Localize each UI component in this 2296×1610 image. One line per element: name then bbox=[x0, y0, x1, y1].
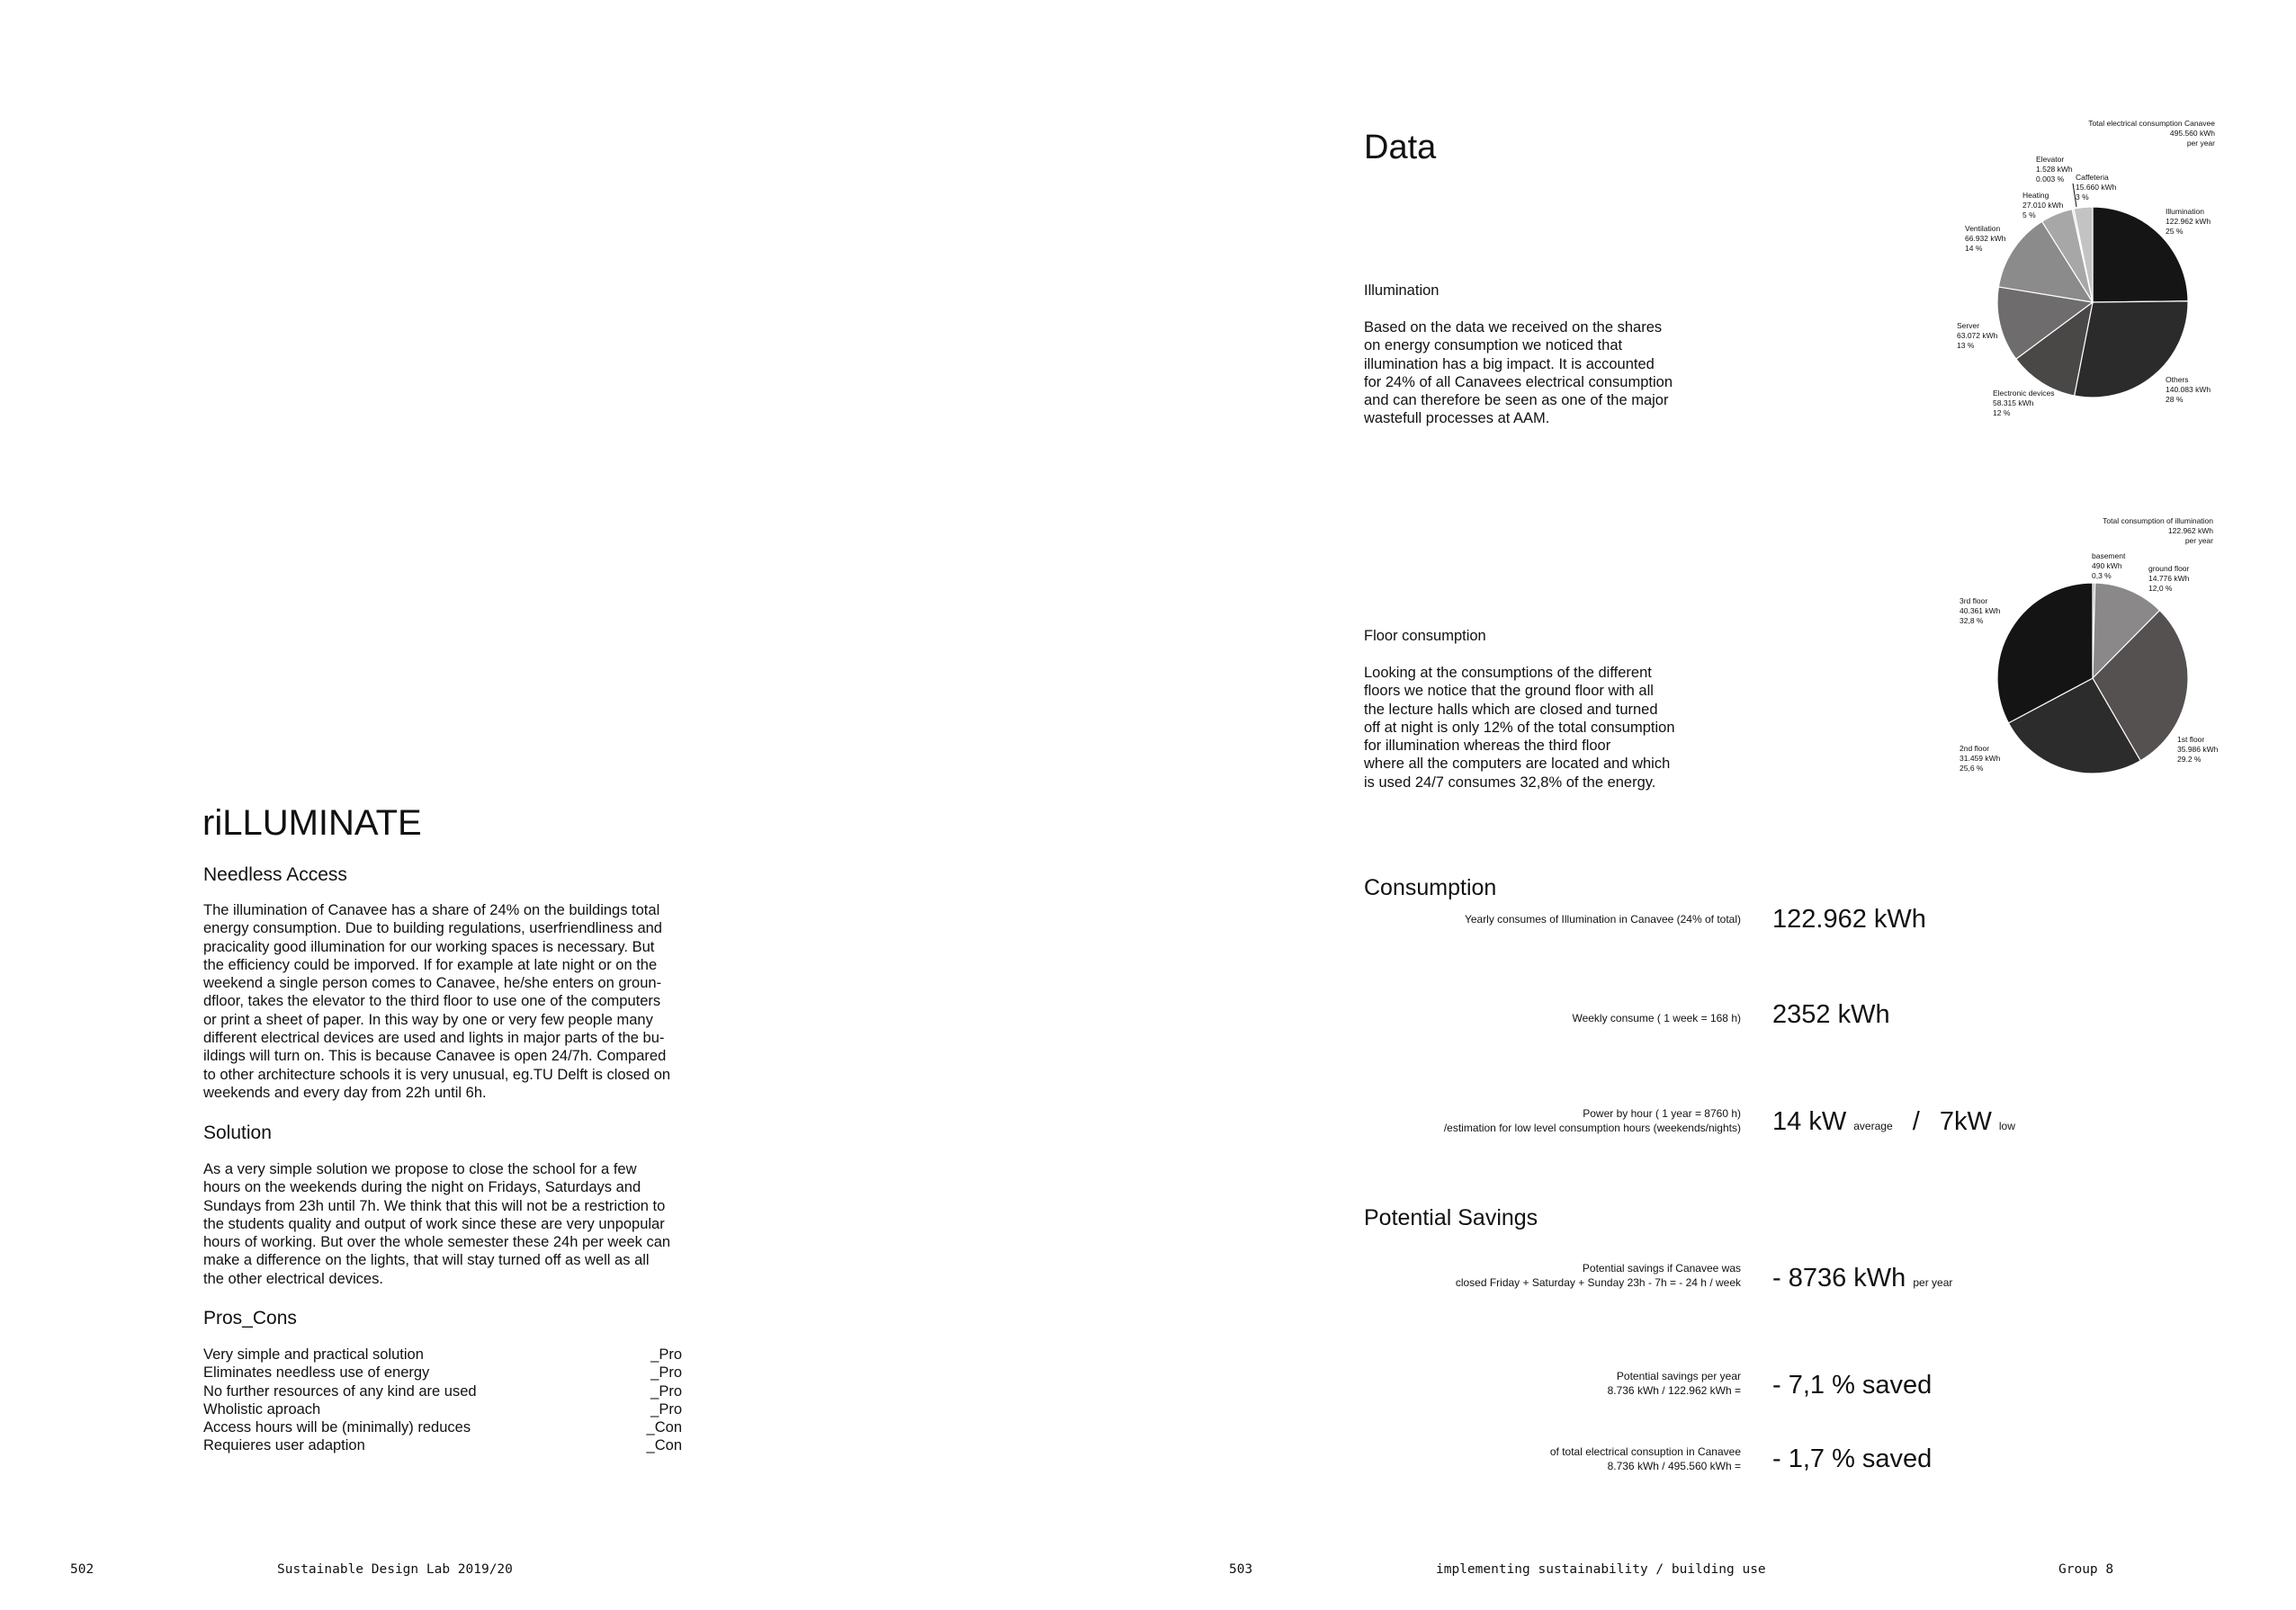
text-line: on energy consumption we noticed that bbox=[1364, 337, 1623, 354]
text-line: hours on the weekends during the night on Fridays, Saturdays and bbox=[203, 1179, 641, 1196]
slice-value: 63.072 kWh bbox=[1957, 331, 1998, 340]
yearly-consumption-value: 122.962 kWh bbox=[1772, 905, 1926, 934]
pie-title-line: 122.962 kWh bbox=[2167, 526, 2213, 535]
pros-cons-text: Access hours will be (minimally) reduces bbox=[203, 1419, 471, 1436]
illumination-by-floor-pie-chart bbox=[1934, 504, 2240, 792]
text-line: Based on the data we received on the shares bbox=[1364, 319, 1663, 335]
weekly-consumption-label: Weekly consume ( 1 week = 168 h) bbox=[1572, 1012, 1741, 1024]
list-item bbox=[203, 1436, 682, 1454]
slice-label: Others bbox=[2166, 375, 2189, 384]
pie-label-illumination bbox=[2166, 207, 2211, 236]
label-line: 8.736 kWh / 495.560 kWh = bbox=[1607, 1460, 1741, 1472]
pros-cons-list bbox=[203, 1346, 682, 1455]
text-line: floors we notice that the ground floor with all bbox=[1364, 683, 1654, 700]
text-line: is used 24/7 consumes 32,8% of the energy. bbox=[1364, 774, 1656, 791]
pie-title-line: 495.560 kWh bbox=[2169, 129, 2215, 138]
text-line: weekend a single person comes to Canavee, he/she enters on groun- bbox=[203, 975, 662, 992]
label-line: /estimation for low level consumption hours (weekends/nights) bbox=[1443, 1122, 1741, 1134]
slice-label: Illumination bbox=[2166, 207, 2204, 216]
label-line: Potential savings per year bbox=[1616, 1370, 1741, 1382]
text-line: The illumination of Canavee has a share of 24% on the buildings total bbox=[203, 902, 660, 918]
weekly-consumption-value: 2352 kWh bbox=[1772, 1000, 1890, 1029]
pie-title-line: Total consumption of illumination bbox=[2103, 516, 2213, 525]
savings-kwh-unit: per year bbox=[1913, 1276, 1953, 1289]
text-line: Looking at the consumptions of the different bbox=[1364, 665, 1652, 681]
text-line: Sundays from 23h until 7h. We think that this will not be a restriction to bbox=[203, 1197, 666, 1214]
savings-kwh-value: - 8736 kWh bbox=[1772, 1264, 1906, 1292]
text-line: different electrical devices are used and lights in major parts of the bu- bbox=[203, 1030, 665, 1047]
solution-heading: Solution bbox=[203, 1123, 272, 1143]
footer-group: Group 8 bbox=[2058, 1562, 2114, 1577]
text-line: where all the computers are located and which bbox=[1364, 756, 1671, 773]
savings-closed-label bbox=[1201, 1261, 1741, 1290]
label-line: Potential savings if Canavee was bbox=[1582, 1262, 1741, 1275]
pie-label-elevator bbox=[2036, 155, 2073, 183]
text-line: As a very simple solution we propose to close the school for a few bbox=[203, 1161, 637, 1177]
pie-label-caffeteria bbox=[2076, 173, 2117, 201]
list-item bbox=[203, 1364, 682, 1382]
slice-label: 1st floor bbox=[2177, 735, 2205, 744]
label-line: Power by hour ( 1 year = 8760 h) bbox=[1583, 1107, 1741, 1120]
savings-total-value: - 1,7 % saved bbox=[1772, 1445, 1933, 1473]
pie-title-line: per year bbox=[2186, 139, 2215, 148]
slice-value: 14.776 kWh bbox=[2148, 574, 2190, 583]
slice-percent: 12 % bbox=[1993, 408, 2011, 417]
slice-value: 490 kWh bbox=[2092, 561, 2122, 570]
text-line: ildings will turn on. This is because Canavee is open 24/7h. Compared bbox=[203, 1048, 667, 1065]
power-by-hour-value bbox=[1772, 1109, 2015, 1135]
yearly-consumption-label: Yearly consumes of Illumination in Canavee (24% of total) bbox=[1464, 913, 1741, 926]
slice-value: 1.528 kWh bbox=[2036, 165, 2073, 174]
text-line: and can therefore be seen as one of the major bbox=[1364, 392, 1669, 409]
slice-value: 140.083 kWh bbox=[2166, 385, 2211, 394]
pros-cons-text: No further resources of any kind are used bbox=[203, 1382, 477, 1400]
slice-percent: 32,8 % bbox=[1960, 616, 1984, 625]
pie-label-ventilation bbox=[1965, 224, 2006, 253]
right-page-title: Data bbox=[1364, 129, 1437, 166]
pros-cons-tag: _Pro bbox=[650, 1400, 682, 1418]
floor-consumption-text bbox=[1364, 664, 1724, 792]
pie-label-1st-floor bbox=[2177, 735, 2219, 764]
text-line: pracicality good illumination for our working spaces is necessary. But bbox=[203, 938, 655, 955]
text-line: the other electrical devices. bbox=[203, 1270, 383, 1287]
text-line: the students quality and output of work since these are very unpopular bbox=[203, 1215, 665, 1232]
slice-label: Electronic devices bbox=[1993, 389, 2055, 398]
text-line: for illumination whereas the third floor bbox=[1364, 738, 1611, 755]
slice-percent: 25 % bbox=[2166, 227, 2184, 236]
slice-label: Elevator bbox=[2036, 155, 2065, 164]
slice-value: 58.315 kWh bbox=[1993, 398, 2034, 407]
left-page-title: riLLUMINATE bbox=[202, 803, 422, 843]
pie-label-electronic-devices bbox=[1993, 389, 2055, 417]
illumination-heading: Illumination bbox=[1364, 282, 1439, 299]
slice-percent: 0,3 % bbox=[2092, 571, 2112, 580]
slice-value: 122.962 kWh bbox=[2166, 217, 2211, 226]
slice-percent: 25,6 % bbox=[1960, 764, 1984, 773]
slice-value: 35.986 kWh bbox=[2177, 745, 2219, 754]
slice-value: 40.361 kWh bbox=[1960, 606, 2001, 615]
illumination-text bbox=[1364, 318, 1724, 428]
slice-value: 27.010 kWh bbox=[2022, 201, 2064, 210]
text-line: weekends and every day from 22h until 6h. bbox=[203, 1084, 487, 1101]
solution-text bbox=[203, 1160, 707, 1288]
power-by-hour-label bbox=[1201, 1106, 1741, 1135]
slice-label: Heating bbox=[2022, 191, 2049, 200]
text-line: energy consumption. Due to building regulations, userfriendliness and bbox=[203, 920, 662, 937]
slice-percent: 14 % bbox=[1965, 244, 1983, 253]
pros-cons-tag: _Con bbox=[646, 1419, 682, 1436]
slice-percent: 28 % bbox=[2166, 395, 2184, 404]
pie-title-line: Total electrical consumption Canavee bbox=[2088, 119, 2215, 128]
slice-label: Server bbox=[1957, 321, 1980, 330]
potential-savings-heading: Potential Savings bbox=[1364, 1205, 1538, 1230]
text-line: make a difference on the lights, that will stay turned off as well as all bbox=[203, 1252, 650, 1269]
pros-cons-text: Wholistic aproach bbox=[203, 1400, 321, 1418]
right-page-number: 503 bbox=[1229, 1562, 1253, 1577]
pros-cons-text: Requieres user adaption bbox=[203, 1437, 365, 1454]
slice-label: basement bbox=[2092, 551, 2126, 560]
slice-percent: 29.2 % bbox=[2177, 755, 2202, 764]
list-item bbox=[203, 1382, 682, 1400]
text-line: wastefull processes at AAM. bbox=[1364, 410, 1550, 427]
slice-percent: 0.003 % bbox=[2036, 174, 2065, 183]
savings-closed-value bbox=[1772, 1266, 1952, 1292]
pie-label-2nd-floor bbox=[1960, 744, 2001, 773]
pie-label-others bbox=[2166, 375, 2211, 404]
label-line: closed Friday + Saturday + Sunday 23h - 7h = - 24 h / week bbox=[1455, 1276, 1741, 1289]
pros-cons-tag: _Pro bbox=[650, 1346, 682, 1363]
list-item bbox=[203, 1400, 682, 1418]
slice-value: 15.660 kWh bbox=[2076, 183, 2117, 192]
savings-total-label bbox=[1201, 1445, 1741, 1473]
pros-cons-tag: _Pro bbox=[650, 1364, 682, 1382]
slice-label: Caffeteria bbox=[2076, 173, 2109, 182]
power-low-value: 7kW bbox=[1939, 1107, 1992, 1136]
power-separator: / bbox=[1912, 1107, 1920, 1136]
text-line: hours of working. But over the whole semester these 24h per week can bbox=[203, 1234, 671, 1251]
slice-label: Ventilation bbox=[1965, 224, 2001, 233]
slice-percent: 12,0 % bbox=[2148, 584, 2173, 593]
left-page-number: 502 bbox=[70, 1562, 94, 1577]
text-line: off at night is only 12% of the total consumption bbox=[1364, 719, 1675, 736]
pros-cons-tag: _Con bbox=[646, 1437, 682, 1454]
slice-value: 66.932 kWh bbox=[1965, 234, 2006, 243]
slice-label: 2nd floor bbox=[1960, 744, 1990, 753]
slice-value: 31.459 kWh bbox=[1960, 754, 2001, 763]
slice-percent: 5 % bbox=[2022, 210, 2036, 219]
label-line: of total electrical consuption in Canavee bbox=[1549, 1445, 1741, 1458]
left-footer-title: Sustainable Design Lab 2019/20 bbox=[277, 1562, 513, 1577]
floor-consumption-heading: Floor consumption bbox=[1364, 628, 1486, 644]
pie-label-server bbox=[1957, 321, 1998, 350]
slice-percent: 3 % bbox=[2076, 192, 2089, 201]
slice-percent: 13 % bbox=[1957, 341, 1975, 350]
pros-cons-tag: _Pro bbox=[650, 1382, 682, 1400]
savings-per-year-label bbox=[1201, 1369, 1741, 1398]
text-line: the lecture halls which are closed and turned bbox=[1364, 701, 1658, 718]
power-average-unit: average bbox=[1853, 1120, 1893, 1132]
list-item bbox=[203, 1346, 682, 1364]
text-line: illumination has a big impact. It is accounted bbox=[1364, 355, 1655, 372]
pros-cons-text: Eliminates needless use of energy bbox=[203, 1364, 430, 1382]
pie-slices bbox=[1997, 207, 2188, 398]
pros-cons-text: Very simple and practical solution bbox=[203, 1346, 424, 1363]
consumption-heading: Consumption bbox=[1364, 875, 1497, 900]
slice-label: ground floor bbox=[2148, 564, 2190, 573]
slice-label: 3rd floor bbox=[1960, 596, 1988, 605]
pie-slices bbox=[1997, 583, 2188, 774]
label-line: 8.736 kWh / 122.962 kWh = bbox=[1607, 1384, 1741, 1397]
text-line: for 24% of all Canavees electrical consumption bbox=[1364, 373, 1673, 390]
pie-title-line: per year bbox=[2184, 536, 2213, 545]
pie-label-basement bbox=[2092, 551, 2126, 580]
power-average-value: 14 kW bbox=[1772, 1107, 1847, 1136]
power-low-unit: low bbox=[1998, 1120, 2015, 1132]
pros-cons-heading: Pros_Cons bbox=[203, 1308, 297, 1328]
needless-access-text bbox=[203, 901, 707, 1102]
electrical-consumption-pie-chart bbox=[1934, 108, 2240, 432]
text-line: the efficiency could be imporved. If for example at late night or on the bbox=[203, 956, 658, 973]
text-line: to other architecture schools it is very unusual, eg.TU Delft is closed on bbox=[203, 1066, 671, 1083]
text-line: or print a sheet of paper. In this way by one or very few people many bbox=[203, 1011, 653, 1028]
needless-access-heading: Needless Access bbox=[203, 864, 347, 885]
pie-label-ground-floor bbox=[2148, 564, 2190, 593]
text-line: dfloor, takes the elevator to the third floor to use one of the computers bbox=[203, 993, 661, 1010]
pie-label-3rd-floor bbox=[1960, 596, 2001, 625]
list-item bbox=[203, 1418, 682, 1436]
savings-per-year-value: - 7,1 % saved bbox=[1772, 1371, 1933, 1400]
right-footer-title: implementing sustainability / building use bbox=[1436, 1562, 1766, 1577]
